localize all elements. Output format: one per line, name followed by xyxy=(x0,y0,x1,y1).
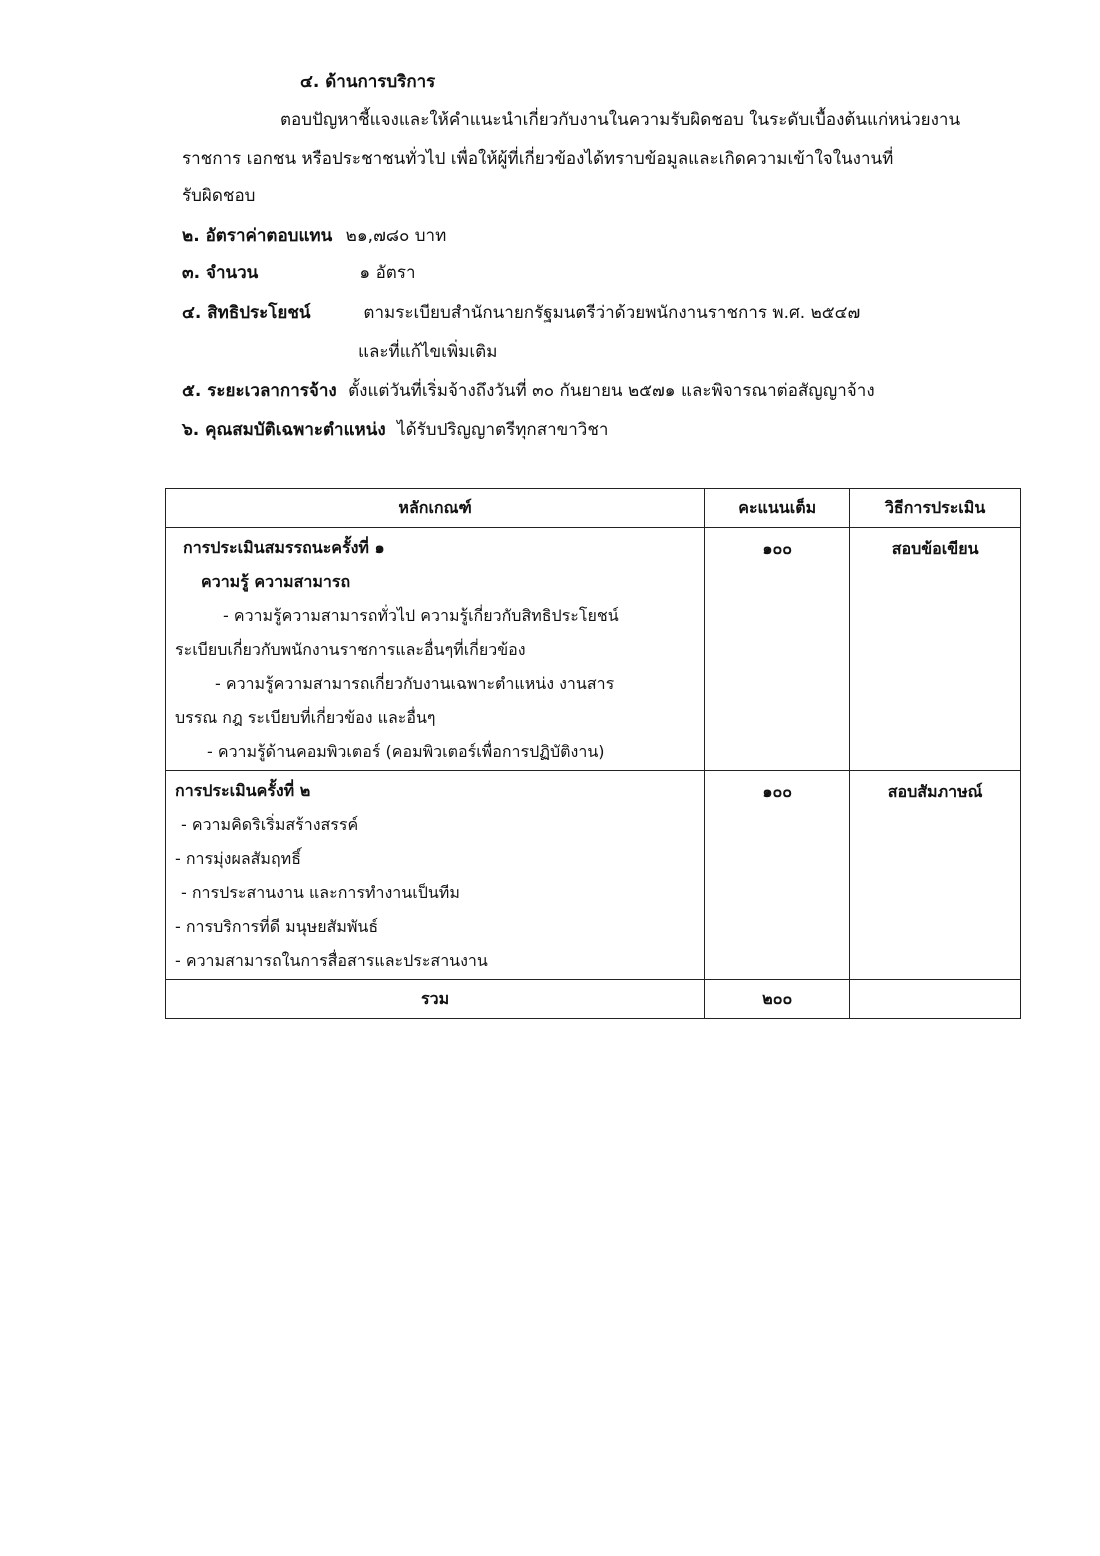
count-label: ๓. จำนวน xyxy=(182,263,259,283)
criteria-line: - การมุ่งผลสัมฤทธิ์ xyxy=(175,849,301,868)
score-cell: ๑๐๐ xyxy=(705,528,850,771)
table-header-row xyxy=(166,489,1021,528)
total-score: ๒๐๐ xyxy=(705,980,850,1019)
total-row xyxy=(166,980,1021,1019)
paragraph-line: ตอบปัญหาชี้แจงและให้คำแนะนำเกี่ยวกับงานในความรับผิดชอบ ในระดับเบื้องต้นแก่หน่วยงาน xyxy=(280,110,961,130)
criteria-line: - การบริการที่ดี มนุษยสัมพันธ์ xyxy=(175,917,379,936)
period-label: ๕. ระยะเวลาการจ้าง xyxy=(182,381,337,401)
benefit-label: ๔. สิทธิประโยชน์ xyxy=(182,303,311,323)
criteria-line: บรรณ กฎ ระเบียบที่เกี่ยวข้อง และอื่นๆ xyxy=(175,708,436,727)
criteria-line: ความรู้ ความสามารถ xyxy=(201,572,351,591)
paragraph-line: ราชการ เอกชน หรือประชาชนทั่วไป เพื่อให้ผู้ที่เกี่ยวข้องได้ทราบข้อมูลและเกิดความเข้าใจในงานที่ xyxy=(182,149,894,169)
score-cell: ๑๐๐ xyxy=(705,771,850,980)
period-item xyxy=(182,379,875,403)
paragraph-line: รับผิดชอบ xyxy=(182,186,256,206)
count-item xyxy=(182,261,416,285)
criteria-table xyxy=(165,488,1021,1019)
method-cell: สอบข้อเขียน xyxy=(850,528,1021,771)
wage-value: ๒๑,๗๘๐ บาท xyxy=(345,226,447,246)
criteria-cell xyxy=(166,771,705,980)
criteria-line: ระเบียบเกี่ยวกับพนักงานราชการและอื่นๆที่เกี่ยวข้อง xyxy=(175,640,526,659)
total-label: รวม xyxy=(166,980,705,1019)
criteria-line: การประเมินครั้งที่ ๒ xyxy=(175,781,311,800)
criteria-line: - ความคิดริเริ่มสร้างสรรค์ xyxy=(181,815,359,834)
criteria-line: การประเมินสมรรถนะครั้งที่ ๑ xyxy=(183,538,385,557)
header-full-score: คะแนนเต็ม xyxy=(705,489,850,528)
table-row xyxy=(166,528,1021,771)
qualification-value: ได้รับปริญญาตรีทุกสาขาวิชา xyxy=(397,420,609,440)
criteria-cell xyxy=(166,528,705,771)
header-criteria: หลักเกณฑ์ xyxy=(166,489,705,528)
table-row xyxy=(166,771,1021,980)
benefit-value: ตามระเบียบสำนักนายกรัฐมนตรีว่าด้วยพนักงานราชการ พ.ศ. ๒๕๔๗ xyxy=(363,303,861,323)
criteria-line: - ความสามารถในการสื่อสารและประสานงาน xyxy=(175,951,488,970)
criteria-line: - การประสานงาน และการทำงานเป็นทีม xyxy=(181,883,460,902)
period-value: ตั้งแต่วันที่เริ่มจ้างถึงวันที่ ๓๐ กันยายน ๒๕๗๑ และพิจารณาต่อสัญญาจ้าง xyxy=(348,381,875,401)
wage-label: ๒. อัตราค่าตอบแทน xyxy=(182,226,333,246)
wage-item xyxy=(182,224,446,248)
count-value: ๑ อัตรา xyxy=(359,263,416,283)
criteria-line: - ความรู้ความสามารถเกี่ยวกับงานเฉพาะตำแหน่ง งานสาร xyxy=(215,674,615,693)
method-cell: สอบสัมภาษณ์ xyxy=(850,771,1021,980)
section-heading: ๔. ด้านการบริการ xyxy=(300,72,436,92)
benefit-item xyxy=(182,301,860,325)
header-method: วิธีการประเมิน xyxy=(850,489,1021,528)
criteria-line: - ความรู้ด้านคอมพิวเตอร์ (คอมพิวเตอร์เพื่อการปฏิบัติงาน) xyxy=(207,742,605,761)
qualification-label: ๖. คุณสมบัติเฉพาะตำแหน่ง xyxy=(182,420,386,440)
criteria-line: - ความรู้ความสามารถทั่วไป ความรู้เกี่ยวกับสิทธิประโยชน์ xyxy=(223,606,619,625)
benefit-value-continued: และที่แก้ไขเพิ่มเติม xyxy=(358,342,498,362)
qualification-item xyxy=(182,418,608,442)
total-method xyxy=(850,980,1021,1019)
